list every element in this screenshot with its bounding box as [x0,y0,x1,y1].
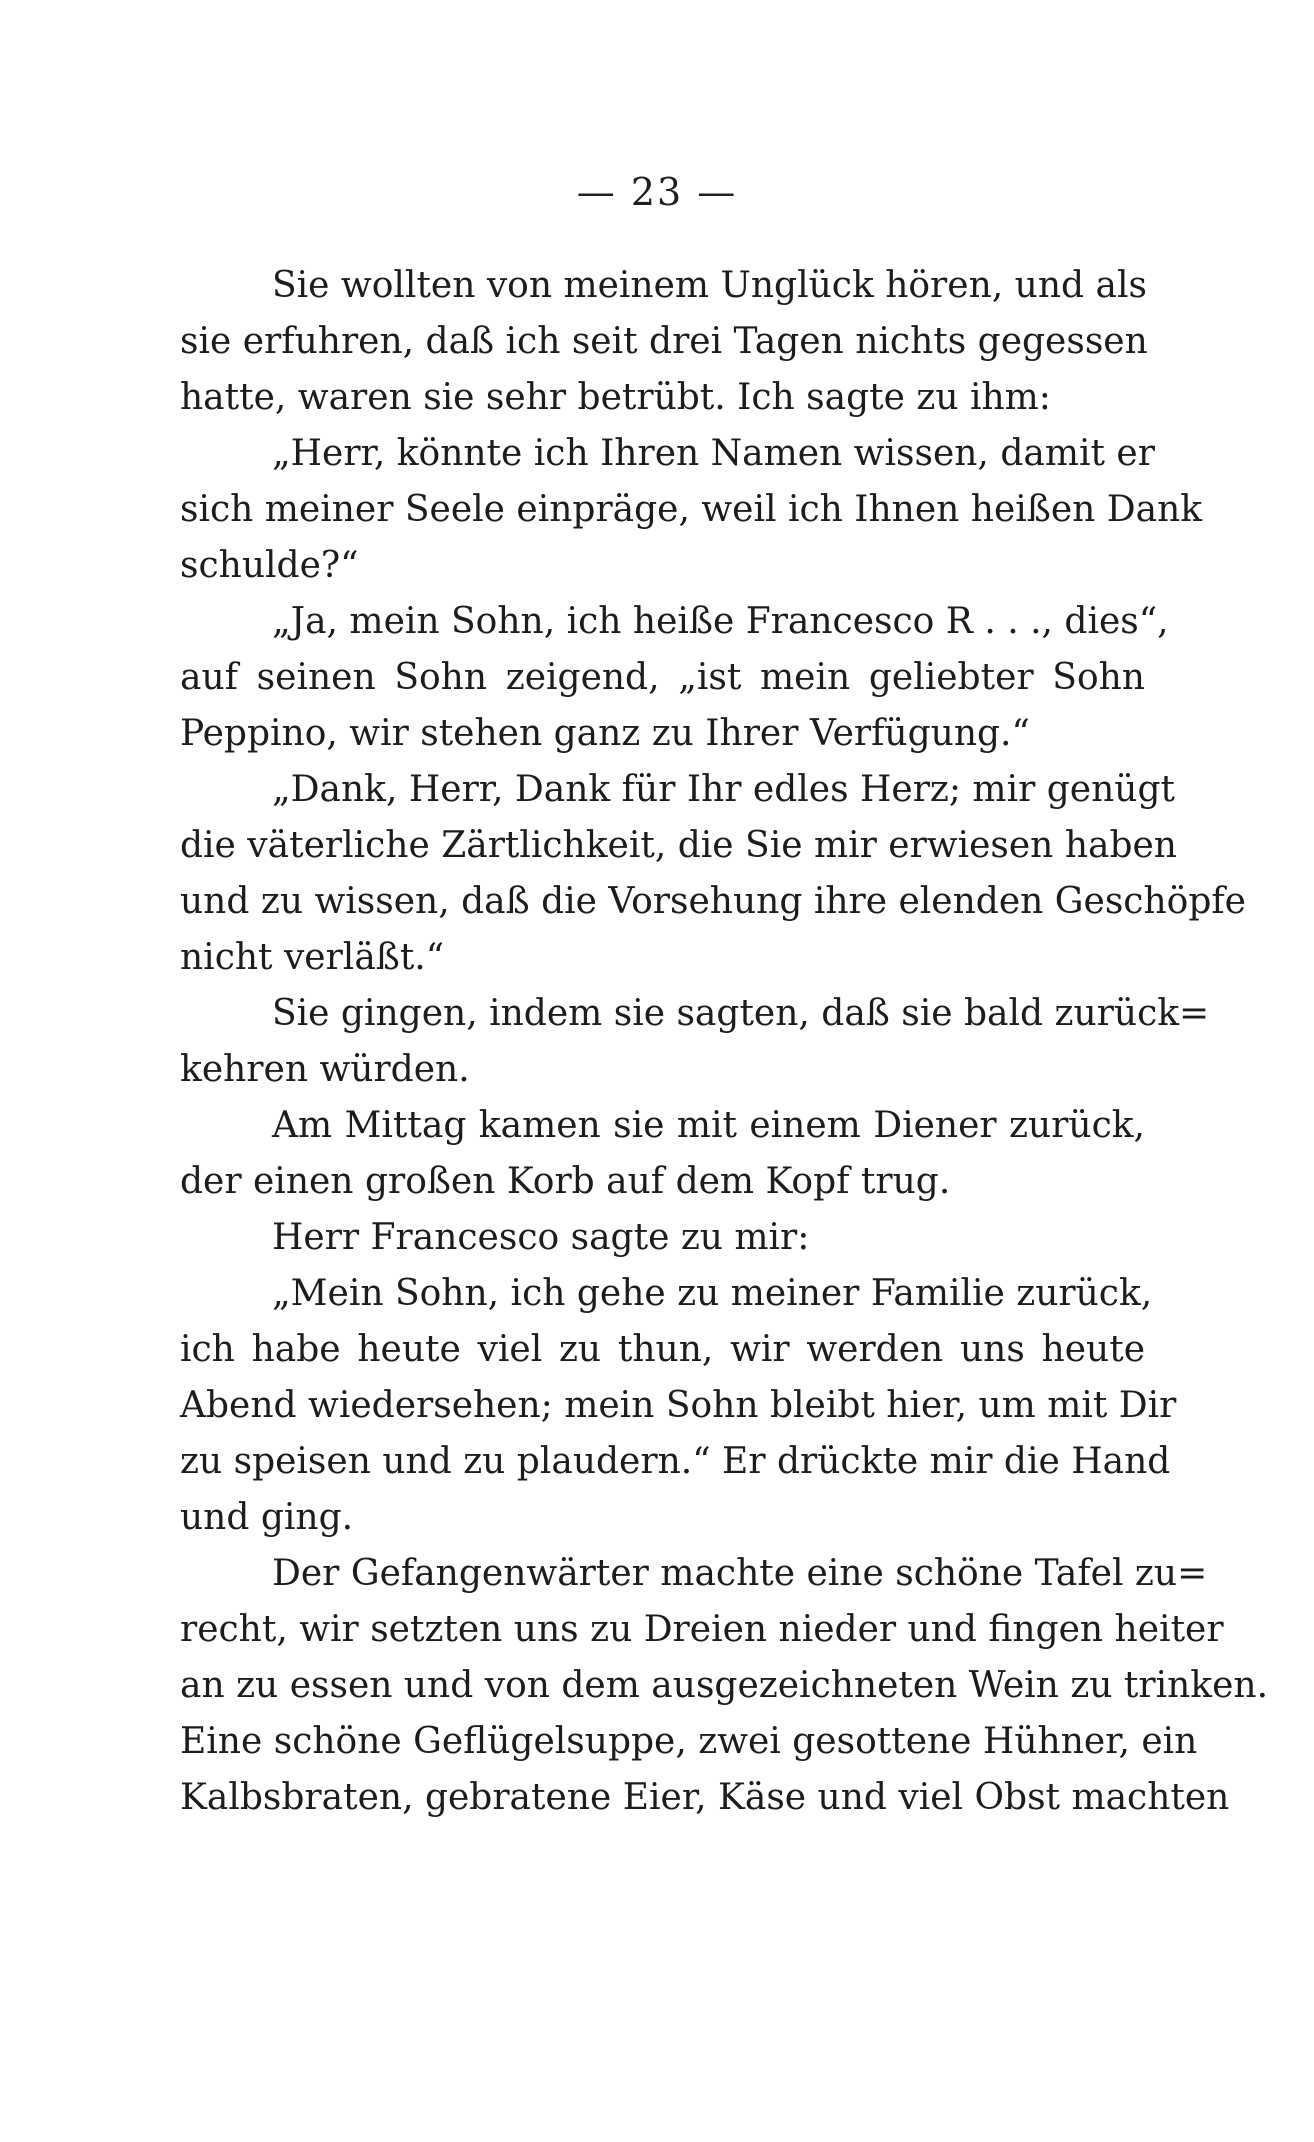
text-line: Sie wollten von meinem Unglück hören, und als [272,265,1147,306]
text-line: Der Gefangenwärter machte eine schöne Tafel zu= [272,1553,1208,1594]
page-number: — 23 — [576,170,738,214]
text-line: und ging. [180,1497,354,1538]
text-line: nicht verläßt.“ [180,937,445,978]
text-line: zu speisen und zu plaudern.“ Er drückte mir die Hand [180,1441,1171,1482]
text-line: auf seinen Sohn zeigend, „ist mein geliebter Sohn [180,657,1145,698]
text-line: „Herr, könnte ich Ihren Namen wissen, damit er [272,433,1155,474]
text-line: „Mein Sohn, ich gehe zu meiner Familie zurück, [272,1273,1153,1314]
text-line: sich meiner Seele einpräge, weil ich Ihnen heißen Dank [180,489,1203,530]
text-line: die väterliche Zärtlichkeit, die Sie mir erwiesen haben [180,825,1177,866]
text-line: sie erfuhren, daß ich seit drei Tagen nichts gegessen [180,321,1148,362]
text-line: Abend wiedersehen; mein Sohn bleibt hier, um mit Dir [180,1385,1177,1426]
text-line: der einen großen Korb auf dem Kopf trug. [180,1161,951,1202]
text-line: an zu essen und von dem ausgezeichneten Wein zu trinken. [180,1665,1269,1706]
text-line: Am Mittag kamen sie mit einem Diener zurück, [272,1105,1145,1146]
text-line: recht, wir setzten uns zu Dreien nieder und fingen heiter [180,1609,1224,1650]
text-line: schulde?“ [180,545,359,586]
text-line: Eine schöne Geflügelsuppe, zwei gesottene Hühner, ein [180,1721,1198,1762]
text-line: Peppino, wir stehen ganz zu Ihrer Verfügung.“ [180,713,1030,754]
text-line: Herr Francesco sagte zu mir: [272,1217,810,1258]
text-line: ich habe heute viel zu thun, wir werden uns heute [180,1329,1145,1370]
body-text [180,258,1269,1826]
text-line: Kalbsbraten, gebratene Eier, Käse und viel Obst machten [180,1777,1230,1818]
text-line: hatte, waren sie sehr betrübt. Ich sagte zu ihm: [180,377,1051,418]
text-line: „Ja, mein Sohn, ich heiße Francesco R . . ., dies“, [272,601,1169,642]
text-line: und zu wissen, daß die Vorsehung ihre elenden Geschöpfe [180,881,1246,922]
text-line: kehren würden. [180,1049,470,1090]
text-line: „Dank, Herr, Dank für Ihr edles Herz; mir genügt [272,769,1175,810]
text-line: Sie gingen, indem sie sagten, daß sie bald zurück= [272,993,1210,1034]
